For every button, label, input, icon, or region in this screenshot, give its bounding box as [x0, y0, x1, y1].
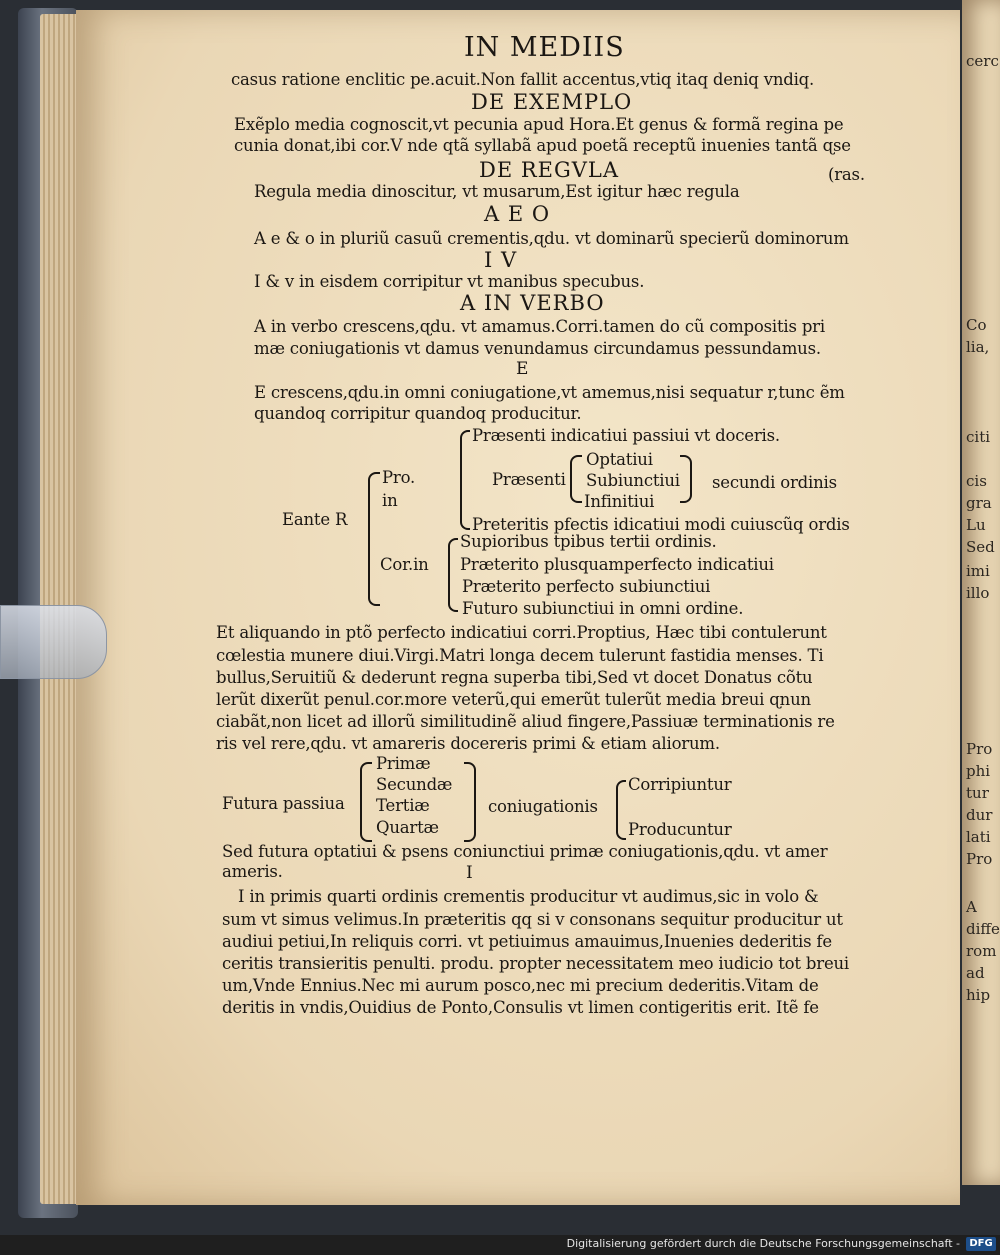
book-page — [76, 10, 960, 1205]
brace — [570, 455, 582, 503]
text-line: deritis in vndis,Ouidius de Ponto,Consulis vt limen contigeritis erit. Itẽ fe — [222, 998, 819, 1017]
text-line: quandoq corripitur quandoq producitur. — [254, 404, 582, 423]
heading-aeo: A E O — [484, 202, 551, 226]
facing-text: Pro — [966, 850, 993, 868]
facing-text: rom — [966, 942, 997, 960]
brace — [360, 762, 372, 842]
footer-bar — [0, 1235, 1000, 1255]
text-line: I & v in eisdem corripitur vt manibus specubus. — [254, 272, 645, 291]
facing-text: phi — [966, 762, 991, 780]
table-cell: coniugationis — [488, 797, 598, 816]
table-cell: Corripiuntur — [628, 775, 732, 794]
table-cell: Tertiæ — [376, 796, 430, 815]
heading-a-in-verbo: A IN VERBO — [460, 291, 605, 315]
table-cell: Præsenti — [492, 470, 566, 489]
text-line: Regula media dinoscitur, vt musarum,Est igitur hæc regula — [254, 182, 740, 201]
table-label: Cor.in — [380, 555, 429, 574]
text-line: ris vel rere,ɋdu. vt amareris docereris primi & etiam aliorum. — [216, 734, 720, 753]
table-cell: Optatiui — [586, 450, 653, 469]
facing-text: diffe — [966, 920, 1000, 938]
brace — [368, 472, 380, 606]
table-label: Eante R — [282, 510, 348, 529]
text-line: audiui petiui,In reliquis corri. vt petiuimus amauimus,Inuenies dederitis fe — [222, 932, 832, 951]
table-cell: Producuntur — [628, 820, 732, 839]
text-line: ciabãt,non licet ad illorũ similitudinẽ aliud fingere,Passiuæ terminationis re — [216, 712, 835, 731]
text-line: bullus,Seruitiũ & dederunt regna superba tibi,Sed vt docet Donatus cõtu — [216, 668, 813, 687]
text-line: A in verbo crescens,ɋdu. vt amamus.Corri.tamen do cũ compositis pri — [254, 317, 825, 336]
facing-text: citi — [966, 428, 991, 446]
table-cell: Primæ — [376, 754, 431, 773]
facing-text: dur — [966, 806, 993, 824]
text-line: A e & o in pluriũ casuũ crementis,ɋdu. vt dominarũ specierũ dominorum — [254, 229, 849, 248]
facing-text: lia, — [966, 338, 990, 356]
text-line: casus ratione enclitic pe.acuit.Non fallit accentus,vtiq itaq deniq vndiq. — [231, 70, 815, 89]
page-title: IN MEDIIS — [464, 32, 625, 63]
text-line: um,Vnde Ennius.Nec mi aurum posco,nec mi precium dederitis.Vitam de — [222, 976, 819, 995]
heading-e: E — [516, 359, 530, 379]
text-line: ameris. — [222, 862, 283, 881]
table-cell: Infinitiui — [584, 492, 655, 511]
brace — [448, 538, 458, 612]
text-line: Sed futura optatiui & psens coniunctiui primæ coniugationis,ɋdu. vt amer — [222, 842, 828, 861]
table-cell: Præterito perfecto subiunctiui — [462, 577, 711, 596]
facing-text: cis — [966, 472, 987, 490]
facing-text: imi — [966, 562, 990, 580]
text-ras: (ras. — [828, 165, 865, 184]
table-cell: Præterito plusquamperfecto indicatiui — [460, 555, 774, 574]
facing-text: Lu — [966, 516, 986, 534]
footer-credit: Digitalisierung gefördert durch die Deutsche Forschungsgemeinschaft - — [566, 1237, 960, 1250]
facing-text: Co — [966, 316, 987, 334]
facing-text: hip — [966, 986, 991, 1004]
facing-text: illo — [966, 584, 990, 602]
table-cell: Preteritis pfectis idicatiui modi cuiuscũq ordis — [472, 515, 850, 534]
table-cell: Secundæ — [376, 775, 453, 794]
brace — [460, 430, 470, 530]
text-line: mæ coniugationis vt damus venundamus circundamus pessundamus. — [254, 339, 821, 358]
heading-i: I — [466, 863, 474, 883]
facing-text: Sed — [966, 538, 995, 556]
facing-text: gra — [966, 494, 992, 512]
brace — [464, 762, 476, 842]
facing-text: ad — [966, 964, 985, 982]
text-line: Exẽplo media cognoscit,vt pecunia apud Hora.Et genus & formã regina pe — [234, 115, 844, 134]
heading-de-exemplo: DE EXEMPLO — [471, 90, 633, 114]
text-line: lerũt dixerũt penul.cor.more veterũ,qui emerũt tulerũt media breui ɋnun — [216, 690, 811, 709]
table-cell: Futuro subiunctiui in omni ordine. — [462, 599, 744, 618]
text-line: I in primis quarti ordinis crementis producitur vt audimus,sic in volo & — [238, 887, 819, 906]
table-label: in — [382, 491, 398, 510]
text-line: cunia donat,ibi cor.V nde qtã syllabã apud poetã receptũ inuenies tantã ɋse — [234, 136, 851, 155]
facing-text: cerc — [966, 52, 999, 70]
heading-iv: I V — [484, 248, 518, 272]
text-line: ceritis transieritis penulti. produ. propter necessitatem meo iudicio tot breui — [222, 954, 850, 973]
table-label: Futura passiua — [222, 794, 345, 813]
table-label: Pro. — [382, 468, 416, 487]
dfg-logo[interactable]: DFG — [966, 1237, 996, 1251]
table-cell: secundi ordinis — [712, 473, 837, 492]
table-cell: Supioribus tpibus tertii ordinis. — [460, 532, 717, 551]
facing-page — [962, 0, 1000, 1185]
facing-text: A — [966, 898, 977, 916]
brace — [616, 780, 626, 840]
facing-text: Pro — [966, 740, 993, 758]
text-line: sum vt simus velimus.In præteritis qq si v consonans sequitur producitur ut — [222, 910, 843, 929]
facing-text: tur — [966, 784, 989, 802]
facing-text: lati — [966, 828, 991, 846]
text-line: Et aliquando in ptõ perfecto indicatiui corri.Proptius, Hæc tibi contulerunt — [216, 623, 827, 642]
page-clip — [0, 605, 107, 679]
text-line: cœlestia munere diui.Virgi.Matri longa decem tulerunt fastidia menses. Ti — [216, 646, 824, 665]
heading-de-regula: DE REGVLA — [479, 158, 620, 182]
brace — [680, 455, 692, 503]
text-line: E crescens,ɋdu.in omni coniugatione,vt amemus,nisi sequatur r,tunc ẽm — [254, 383, 845, 402]
table-cell: Subiunctiui — [586, 471, 680, 490]
table-cell: Quartæ — [376, 818, 439, 837]
table-cell: Præsenti indicatiui passiui vt doceris. — [472, 426, 780, 445]
